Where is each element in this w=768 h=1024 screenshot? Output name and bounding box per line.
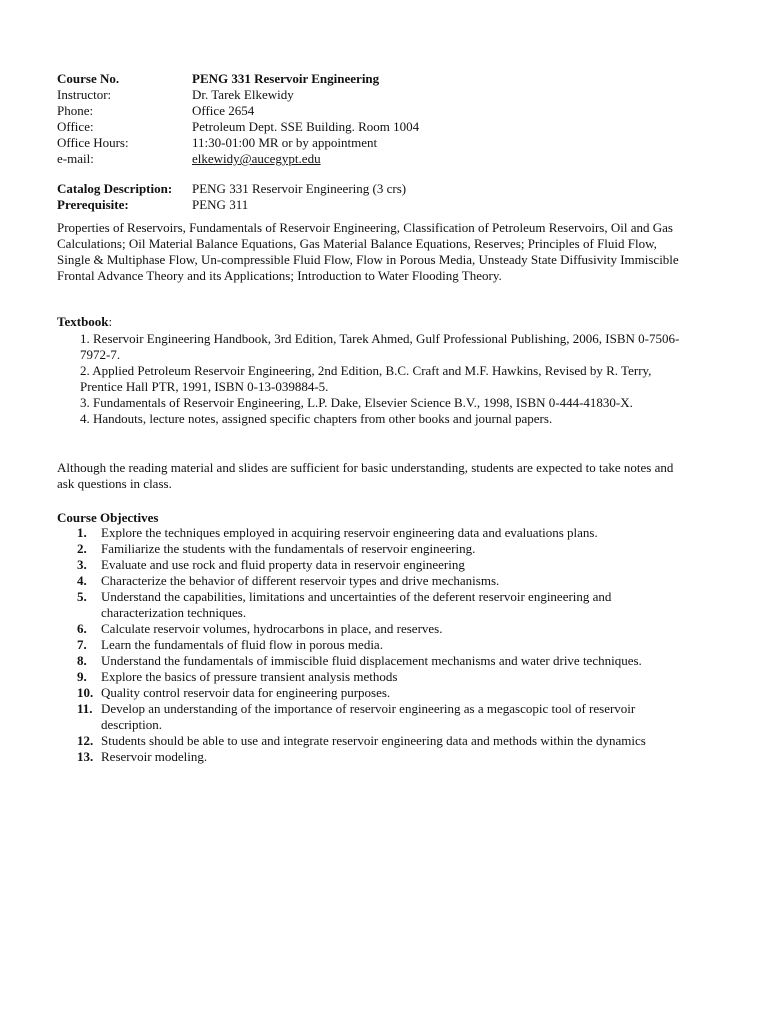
office-value: Petroleum Dept. SSE Building. Room 1004	[192, 119, 420, 134]
textbook-title: Textbook	[57, 314, 109, 329]
objective-text: Reservoir modeling.	[101, 749, 208, 764]
textbook-item: 2. Applied Petroleum Reservoir Engineering, 2nd Edition, B.C. Craft and M.F. Hawkins, Revised by R. Terry, Prentice Hall PTR, 1991, ISBN 0-13-039884-5.	[80, 363, 652, 394]
objective-text: Understand the capabilities, limitations and uncertainties of the deferent reservoir engineering and characterization techniques.	[101, 589, 612, 620]
objective-item	[77, 669, 692, 685]
email-label: e-mail:	[57, 151, 94, 166]
objective-text: Explore the techniques employed in acquiring reservoir engineering data and evaluations plans.	[101, 525, 598, 540]
objective-number: 9.	[77, 669, 87, 684]
office-hours-value: 11:30-01:00 MR or by appointment	[192, 135, 378, 150]
objective-number: 1.	[77, 525, 87, 540]
objective-text: Calculate reservoir volumes, hydrocarbons in place, and reserves.	[101, 621, 443, 636]
office-label: Office:	[57, 119, 94, 134]
objective-text: Explore the basics of pressure transient analysis methods	[101, 669, 398, 684]
objective-number: 7.	[77, 637, 87, 652]
textbook-list	[80, 331, 692, 427]
objective-item	[77, 637, 692, 653]
textbook-heading	[57, 314, 112, 330]
textbook-item: 3. Fundamentals of Reservoir Engineering, L.P. Dake, Elsevier Science B.V., 1998, ISBN 0-444-41830-X.	[80, 395, 633, 410]
objective-text: Familiarize the students with the fundamentals of reservoir engineering.	[101, 541, 476, 556]
objective-number: 3.	[77, 557, 87, 572]
objective-number: 11.	[77, 701, 93, 716]
objective-text: Students should be able to use and integrate reservoir engineering data and methods within the dynamics	[101, 733, 646, 748]
objective-number: 13.	[77, 749, 94, 764]
office-hours-row	[57, 135, 419, 151]
objective-item	[77, 749, 692, 765]
prereq-row	[57, 197, 406, 213]
catalog-row	[57, 181, 406, 197]
catalog-value: PENG 331 Reservoir Engineering (3 crs)	[192, 181, 407, 196]
objective-number: 2.	[77, 541, 87, 556]
objective-number: 4.	[77, 573, 87, 588]
objective-item	[77, 541, 692, 557]
objective-text: Develop an understanding of the importance of reservoir engineering as a megascopic tool of reservoir description.	[101, 701, 636, 732]
objective-text: Understand the fundamentals of immiscible fluid displacement mechanisms and water drive techniques.	[101, 653, 642, 668]
objectives-list	[77, 525, 692, 765]
course-no-value: PENG 331 Reservoir Engineering	[192, 71, 380, 86]
office-row	[57, 119, 419, 135]
phone-value: Office 2654	[192, 103, 255, 118]
objective-number: 10.	[77, 685, 94, 700]
instructor-label: Instructor:	[57, 87, 112, 102]
prereq-value: PENG 311	[192, 197, 249, 212]
objective-text: Evaluate and use rock and fluid property data in reservoir engineering	[101, 557, 465, 572]
course-no-label: Course No.	[57, 71, 120, 86]
course-info-block	[57, 71, 419, 167]
catalog-description-text: Properties of Reservoirs, Fundamentals of Reservoir Engineering, Classification of Petroleum Reservoirs, Oil and Gas Calculations; Oil Material Balance Equations, Gas Material Balance Equations, Reserves; Principles of Fluid Flow, Single & Multiphase Flow, Un-compressible Fluid Flow, Flow in Porous Media, Unsteady State Diffusivity Immiscible Frontal Advance Theory and its Applications; Introduction to Water Flooding Theory.	[57, 220, 679, 283]
reading-note: Although the reading material and slides are sufficient for basic understanding, students are expected to take notes and ask questions in class.	[57, 460, 674, 491]
objective-number: 8.	[77, 653, 87, 668]
phone-row	[57, 103, 419, 119]
textbook-item: 4. Handouts, lecture notes, assigned specific chapters from other books and journal papers.	[80, 411, 553, 426]
objective-text: Learn the fundamentals of fluid flow in porous media.	[101, 637, 383, 652]
objective-item	[77, 573, 692, 589]
office-hours-label: Office Hours:	[57, 135, 129, 150]
instructor-value: Dr. Tarek Elkewidy	[192, 87, 294, 102]
objective-item	[77, 653, 692, 669]
objective-item	[77, 621, 692, 637]
objective-item	[77, 701, 692, 733]
objective-item	[77, 557, 692, 573]
objective-number: 5.	[77, 589, 87, 604]
objectives-heading: Course Objectives	[57, 510, 159, 525]
email-row	[57, 151, 419, 167]
catalog-block	[57, 181, 406, 213]
objective-number: 12.	[77, 733, 94, 748]
prereq-label: Prerequisite:	[57, 197, 129, 212]
objective-item	[77, 733, 692, 749]
email-link[interactable]: elkewidy@aucegypt.edu	[192, 151, 321, 166]
catalog-label: Catalog Description:	[57, 181, 173, 196]
objective-text: Quality control reservoir data for engineering purposes.	[101, 685, 391, 700]
course-no-row	[57, 71, 419, 87]
objective-text: Characterize the behavior of different reservoir types and drive mechanisms.	[101, 573, 500, 588]
objective-number: 6.	[77, 621, 87, 636]
objective-item	[77, 525, 692, 541]
objective-item	[77, 685, 692, 701]
instructor-row	[57, 87, 419, 103]
objective-item	[77, 589, 692, 621]
textbook-item: 1. Reservoir Engineering Handbook, 3rd Edition, Tarek Ahmed, Gulf Professional Publishing, 2006, ISBN 0-7506-7972-7.	[80, 331, 680, 362]
textbook-colon: :	[108, 314, 113, 329]
phone-label: Phone:	[57, 103, 94, 118]
